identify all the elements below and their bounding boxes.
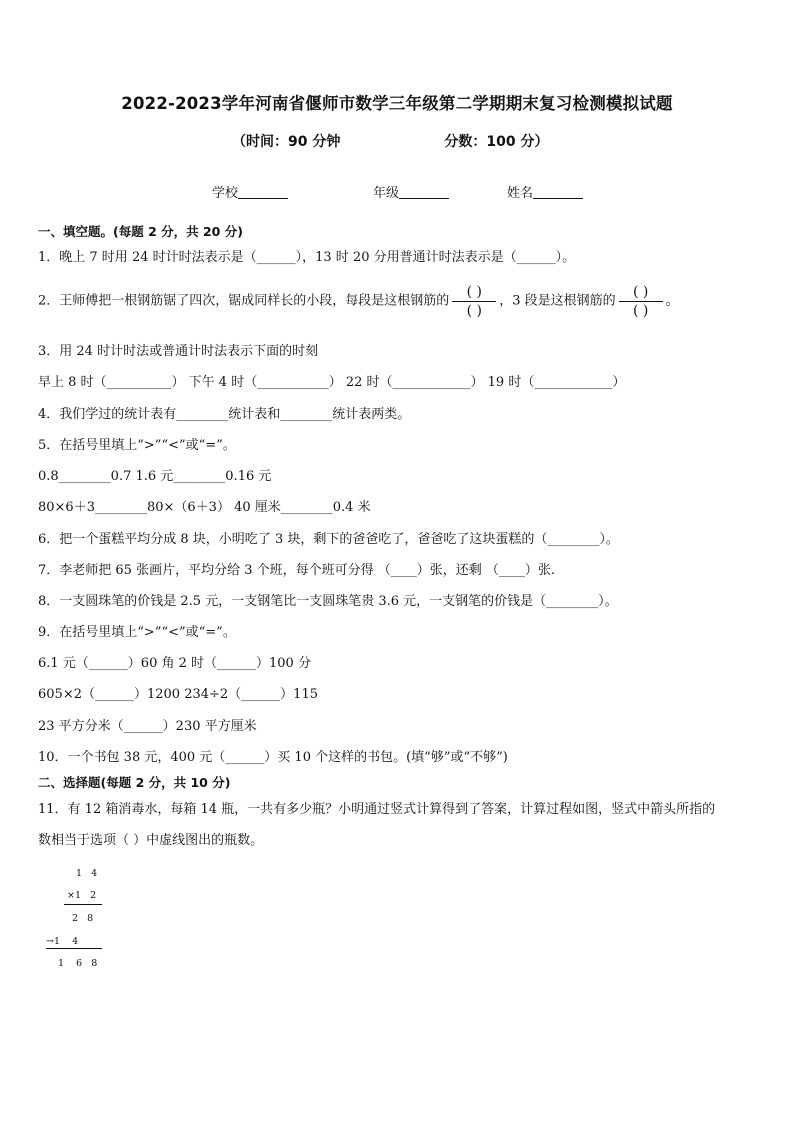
calc-row-4: →1 4 [46,936,79,947]
calc-row-3: 2 8 [72,913,94,924]
calc-rule-1 [64,904,102,905]
exam-score: 分数：100 分） [444,134,549,150]
fraction-blank-2[interactable] [619,283,663,320]
question-9-row-2: 605×2（______）1200 234÷2（______）115 [38,687,318,702]
question-2-text-b: ，3 段是这根钢筋的 [499,293,616,309]
question-8: 8．一支圆珠笔的价钱是 2.5 元，一支钢笔比一支圆珠笔贵 3.6 元，一支钢笔的价钱是（________）。 [38,594,618,609]
question-11-line-1: 11．有 12 箱消毒水，每箱 14 瓶，一共有多少瓶？小明通过竖式计算得到了答案，计算过程如图，竖式中箭头所指的 [38,802,716,817]
fraction-blank-1[interactable] [452,283,496,320]
name-label: 姓名 [507,186,534,201]
question-5-row-2: 80×6＋3________80×（6＋3） 40 厘米________0.4 米 [38,500,371,515]
question-5-row-1: 0.8________0.7 1.6 元________0.16 元 [38,469,272,484]
question-3-items: 早上 8 时（__________） 下午 4 时（___________） 22 时（____________） 19 时（____________） [38,375,626,390]
section-choice-heading: 二、选择题(每题 2 分，共 10 分) [38,775,231,790]
calc-row-2: ×1 2 [67,890,97,901]
exam-time: （时间：90 分钟 [232,134,341,150]
question-2-text-c: 。 [665,293,679,309]
calc-rule-2 [46,948,102,949]
question-2 [38,283,679,320]
fraction-numerator: ( ) [466,284,482,300]
question-9-row-1: 6.1 元（______）60 角 2 时（______）100 分 [38,656,311,671]
name-field[interactable] [507,182,583,201]
question-10: 10．一个书包 38 元，400 元（______）买 10 个这样的书包。(填“够”或“不够”) [38,750,508,765]
section-fill-blank-heading: 一、填空题。(每题 2 分，共 20 分) [38,224,243,239]
question-1: 1．晚上 7 时用 24 时计时法表示是（______），13 时 20 分用普通计时法表示是（______）。 [38,250,576,265]
calc-row-5: 1 6 8 [58,958,98,969]
question-3: 3．用 24 时计时法或普通计时法表示下面的时刻 [38,344,319,359]
question-9-row-3: 23 平方分米（______）230 平方厘米 [38,719,257,734]
school-label: 学校 [212,186,239,201]
question-11-line-2: 数相当于选项（ ）中虚线图出的瓶数。 [38,833,264,848]
grade-label: 年级 [373,186,400,201]
question-2-text-a: 2．王师傅把一根钢筋锯了四次，锯成同样长的小段，每段是这根钢筋的 [38,293,450,309]
question-9: 9．在括号里填上“>”“<”或“=”。 [38,625,236,640]
fraction-numerator: ( ) [633,284,649,300]
question-6: 6．把一个蛋糕平均分成 8 块，小明吃了 3 块，剩下的爸爸吃了，爸爸吃了这块蛋糕的（________）。 [38,532,619,547]
fraction-denominator: ( ) [466,303,482,319]
question-4: 4．我们学过的统计表有________统计表和________统计表两类。 [38,407,411,422]
page-title: 2022-2023学年河南省偃师市数学三年级第二学期期末复习检测模拟试题 [121,94,673,113]
fraction-denominator: ( ) [633,303,649,319]
question-7: 7．李老师把 65 张画片，平均分给 3 个班，每个班可分得 （____）张，还剩 （____）张. [38,563,556,578]
exam-info [232,131,548,151]
question-5: 5．在括号里填上“>”“<”或“=”。 [38,438,236,453]
calc-row-1: 1 4 [76,868,98,879]
grade-field[interactable] [373,182,449,201]
school-field[interactable] [212,182,288,201]
